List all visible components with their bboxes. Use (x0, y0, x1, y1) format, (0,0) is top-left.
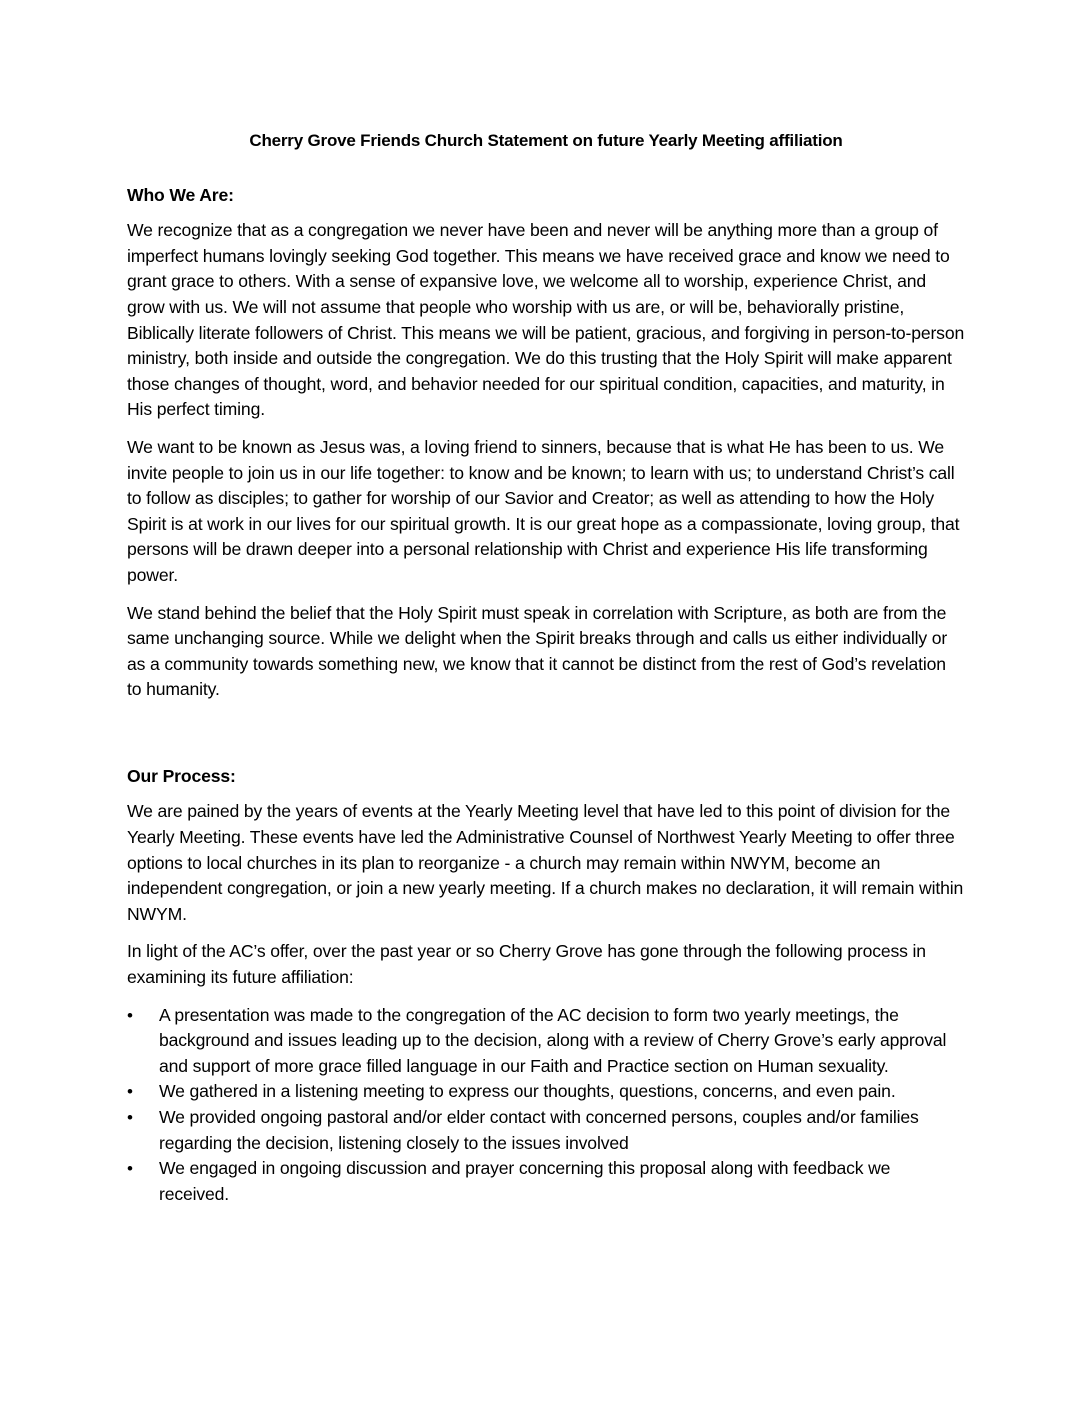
section-who-we-are (127, 183, 965, 703)
list-item (127, 1079, 965, 1105)
list-item (127, 1105, 965, 1156)
list-item-text: We provided ongoing pastoral and/or elder contact with concerned persons, couples and/or families regarding the decision, listening closely to the issues involved (159, 1107, 919, 1153)
paragraph: In light of the AC’s offer, over the past year or so Cherry Grove has gone through the following process in examining its future affiliation: (127, 941, 926, 988)
bullet-icon: • (127, 1005, 133, 1025)
process-bullet-list (127, 1003, 965, 1208)
list-item (127, 1003, 965, 1080)
bullet-icon: • (127, 1082, 133, 1102)
paragraph: We are pained by the years of events at the Yearly Meeting level that have led to this point of division for the Yearly Meeting. These events have led the Administrative Counsel of Northwest Yearly Meeting to offer three options to local churches in its plan to reorganize - a church may remain within NWYM, become an independent congregation, or join a new yearly meeting. If a church makes no declaration, it will remain within NWYM. (127, 801, 964, 924)
section-our-process (127, 764, 965, 1208)
document-page (127, 128, 965, 1207)
list-item-text: A presentation was made to the congregation of the AC decision to form two yearly meetings, the background and issues leading up to the decision, along with a review of Cherry Grove’s early approval and support of more grace filled language in our Faith and Practice section on Human sexuality. (159, 1004, 947, 1076)
section-heading-who-we-are: Who We Are: (127, 184, 234, 205)
list-item (127, 1156, 965, 1207)
paragraph: We recognize that as a congregation we never have been and never will be anything more than a group of imperfect humans lovingly seeking God together. This means we have received grace and know we need to grant grace to others. With a sense of expansive love, we welcome all to worship, experience Christ, and grow with us. We will not assume that people who worship with us are, or will be, behaviorally pristine, Biblically literate followers of Christ. This means we will be patient, gracious, and forgiving in person-to-person ministry, both inside and outside the congregation. We do this trusting that the Holy Spirit will make apparent those changes of thought, word, and behavior needed for our spiritual condition, capacities, and maturity, in His perfect timing. (127, 220, 965, 420)
list-item-text: We gathered in a listening meeting to express our thoughts, questions, concerns, and even pain. (159, 1081, 896, 1102)
bullet-icon: • (127, 1159, 133, 1179)
document-title: Cherry Grove Friends Church Statement on future Yearly Meeting affiliation (249, 131, 843, 150)
section-spacer (127, 715, 965, 764)
bullet-icon: • (127, 1108, 133, 1127)
paragraph: We want to be known as Jesus was, a loving friend to sinners, because that is what He has been to us. We invite people to join us in our life together: to know and be known; to learn with us; to understand Christ’s call to follow as disciples; to gather for worship of our Savior and Creator; as well as attending to how the Holy Spirit is at work in our lives for our spiritual growth. It is our great hope as a compassionate, loving group, that persons will be drawn deeper into a personal relationship with Christ and experience His life transforming power. (127, 436, 960, 585)
list-item-text: We engaged in ongoing discussion and prayer concerning this proposal along with feedback we received. (159, 1158, 891, 1204)
paragraph: We stand behind the belief that the Holy Spirit must speak in correlation with Scripture, as both are from the same unchanging source. While we delight when the Spirit breaks through and calls us either individually or as a community towards something new, we know that it cannot be distinct from the rest of God’s revelation to humanity. (127, 602, 948, 700)
section-heading-our-process: Our Process: (127, 765, 236, 786)
